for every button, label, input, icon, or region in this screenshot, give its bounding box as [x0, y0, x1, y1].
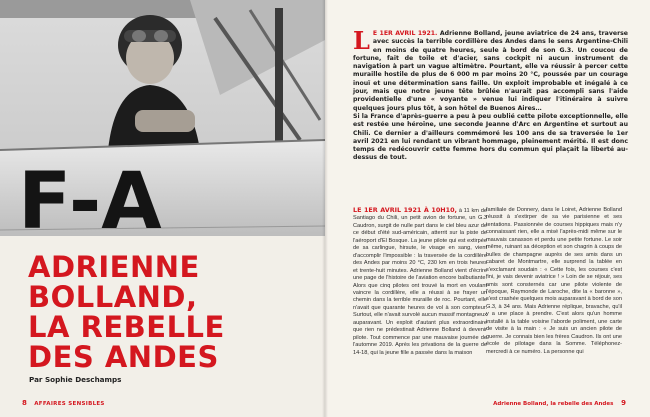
column-lead: LE 1ER AVRIL 1921 À 10H10, [353, 206, 457, 214]
body-column-2 [486, 207, 622, 356]
left-folio [22, 399, 105, 407]
title-line: BOLLAND, [28, 280, 198, 314]
title-line: ADRIENNE [28, 250, 200, 284]
intro-lead: E 1ER AVRIL 1921. [372, 30, 438, 37]
rubric: AFFAIRES SENSIBLES [34, 401, 105, 407]
column-text: à 11 km de Santiago du Chili, un petit avion de fortune, un G.3 Caudron, surgit de nulle part dans le ciel bleu azur de ce début d'été sud-américain, atterrit sur la piste de l'aéroport d'El Bosque. La jeune pilote qui est extirpée de sa carlingue, hirsute, le visage en sang, vient d'accomplir l'impossible : la traversée de la cordillère des Andes par moins 20 °C, 230 km en trois heures et trente-huit minutes. Adrienne Bolland vient d'écrire une page de l'histoire de l'aviation encore balbutiante. Alors que cinq pilotes ont trouvé la mort en voulant vaincre la cordillère, elle a réussi à se frayer un chemin dans la terrible muraille de roc. Pourtant, elle n'avait que quarante heures de vol à son compteur. Surtout, elle n'avait survolé aucun massif montagneux auparavant. Un exploit d'autant plus extraordinaire que rien ne prédestinait Adrienne Bolland à devenir pilote. Tout commence par une mauvaise journée de l'automne 2019. Après les privations de la guerre de 14-18, qui la jeune fille a passée dans la maison [353, 208, 488, 356]
column-text: familiale de Donnery, dans le Loiret, Adrienne Bolland réussit à s'extirper de sa vie parisienne et ses tentations. Passionnée de courses hippiques mais n'y connaissant rien, elle a misé l'après-midi même sur le mauvais canasson et perdu une petite fortune. Le soir même, ruinant sa déception et son chagrin à coups de bulles de champagne auprès de ses amis dans un cabaret de Montmartre, elle surprend la tablée en s'exclamant soudain : « Cette fois, les courses c'est fini, je vais devenir aviatrice ! » Loin de se réjouir, ses amis sont consternés car une pilote violente de l'époque, Raymonde de Laroche, dite la « baronne », s'est crashée quelques mois auparavant à bord de son G.3, à 34 ans. Mais Adrienne réplique, bravache, qu'il y a une place à prendre. C'est alors qu'un homme installé à la table voisine l'aborde poliment, une carte de visite à la main : « Je suis un ancien pilote de guerre. Je connais bien les frères Caudron. Ils ont une école de pilotage dans la Somme. Téléphonez-mercredi à ce numéro. La personne qui [486, 207, 622, 355]
article-title [28, 252, 318, 372]
intro-paragraph [353, 26, 629, 113]
intro-paragraph-2: Si la France d'après-guerre a peu à peu oublié cette pilote exceptionnelle, elle est restée une héroïne, une seconde Jeanne d'Arc en Argentine et surtout au Chili. Ce dernier a d'ailleurs commémoré les 100 ans de sa traversée le 1er avril 2021 en lui rendant un vibrant hommage, pleinement mérité. Il est donc temps de redécouvrir cette femme hors du commun qui plaçait la liberté au-dessus de tout. [353, 112, 628, 162]
title-line: DES ANDES [28, 340, 219, 374]
page-gutter [322, 0, 328, 417]
aviatrix-photo [0, 0, 325, 236]
running-title: Adrienne Bolland, la rebelle des Andes [493, 401, 614, 407]
body-column-1 [353, 207, 487, 357]
byline: Par Sophie Deschamps [29, 375, 122, 384]
registration-letters: F-A [18, 157, 162, 236]
drop-cap: L [353, 26, 370, 55]
intro-body: Adrienne Bolland, jeune aviatrice de 24 ans, traverse avec succès la terrible cordillère des Andes dans le sens Argentine-Chili en moins de quatre heures, seule à bord de son G.3. Un coucou de fortune, fait de toile et d'acier, sans cockpit ni aucun instrument de navigation à part un vague altimètre. Pourtant, elle va réussir à percer cette muraille hostile de plus de 6 000 m par moins 20 °C, poussée par un courage inouï et une détermination sans faille. Un exploit improbable et inégalé à ce jour, mais que notre jeune tête brûlée n'aurait pas accompli sans l'aide providentielle d'une « voyante » venue lui indiquer l'itinéraire à suivre quelques jours plus tôt, à son hôtel de Buenos Aires… [353, 30, 629, 112]
page-number: 8 [22, 399, 28, 407]
right-folio [493, 399, 626, 407]
page-number: 9 [621, 399, 626, 407]
title-line: LA REBELLE [28, 310, 225, 344]
intro-text [353, 26, 629, 163]
